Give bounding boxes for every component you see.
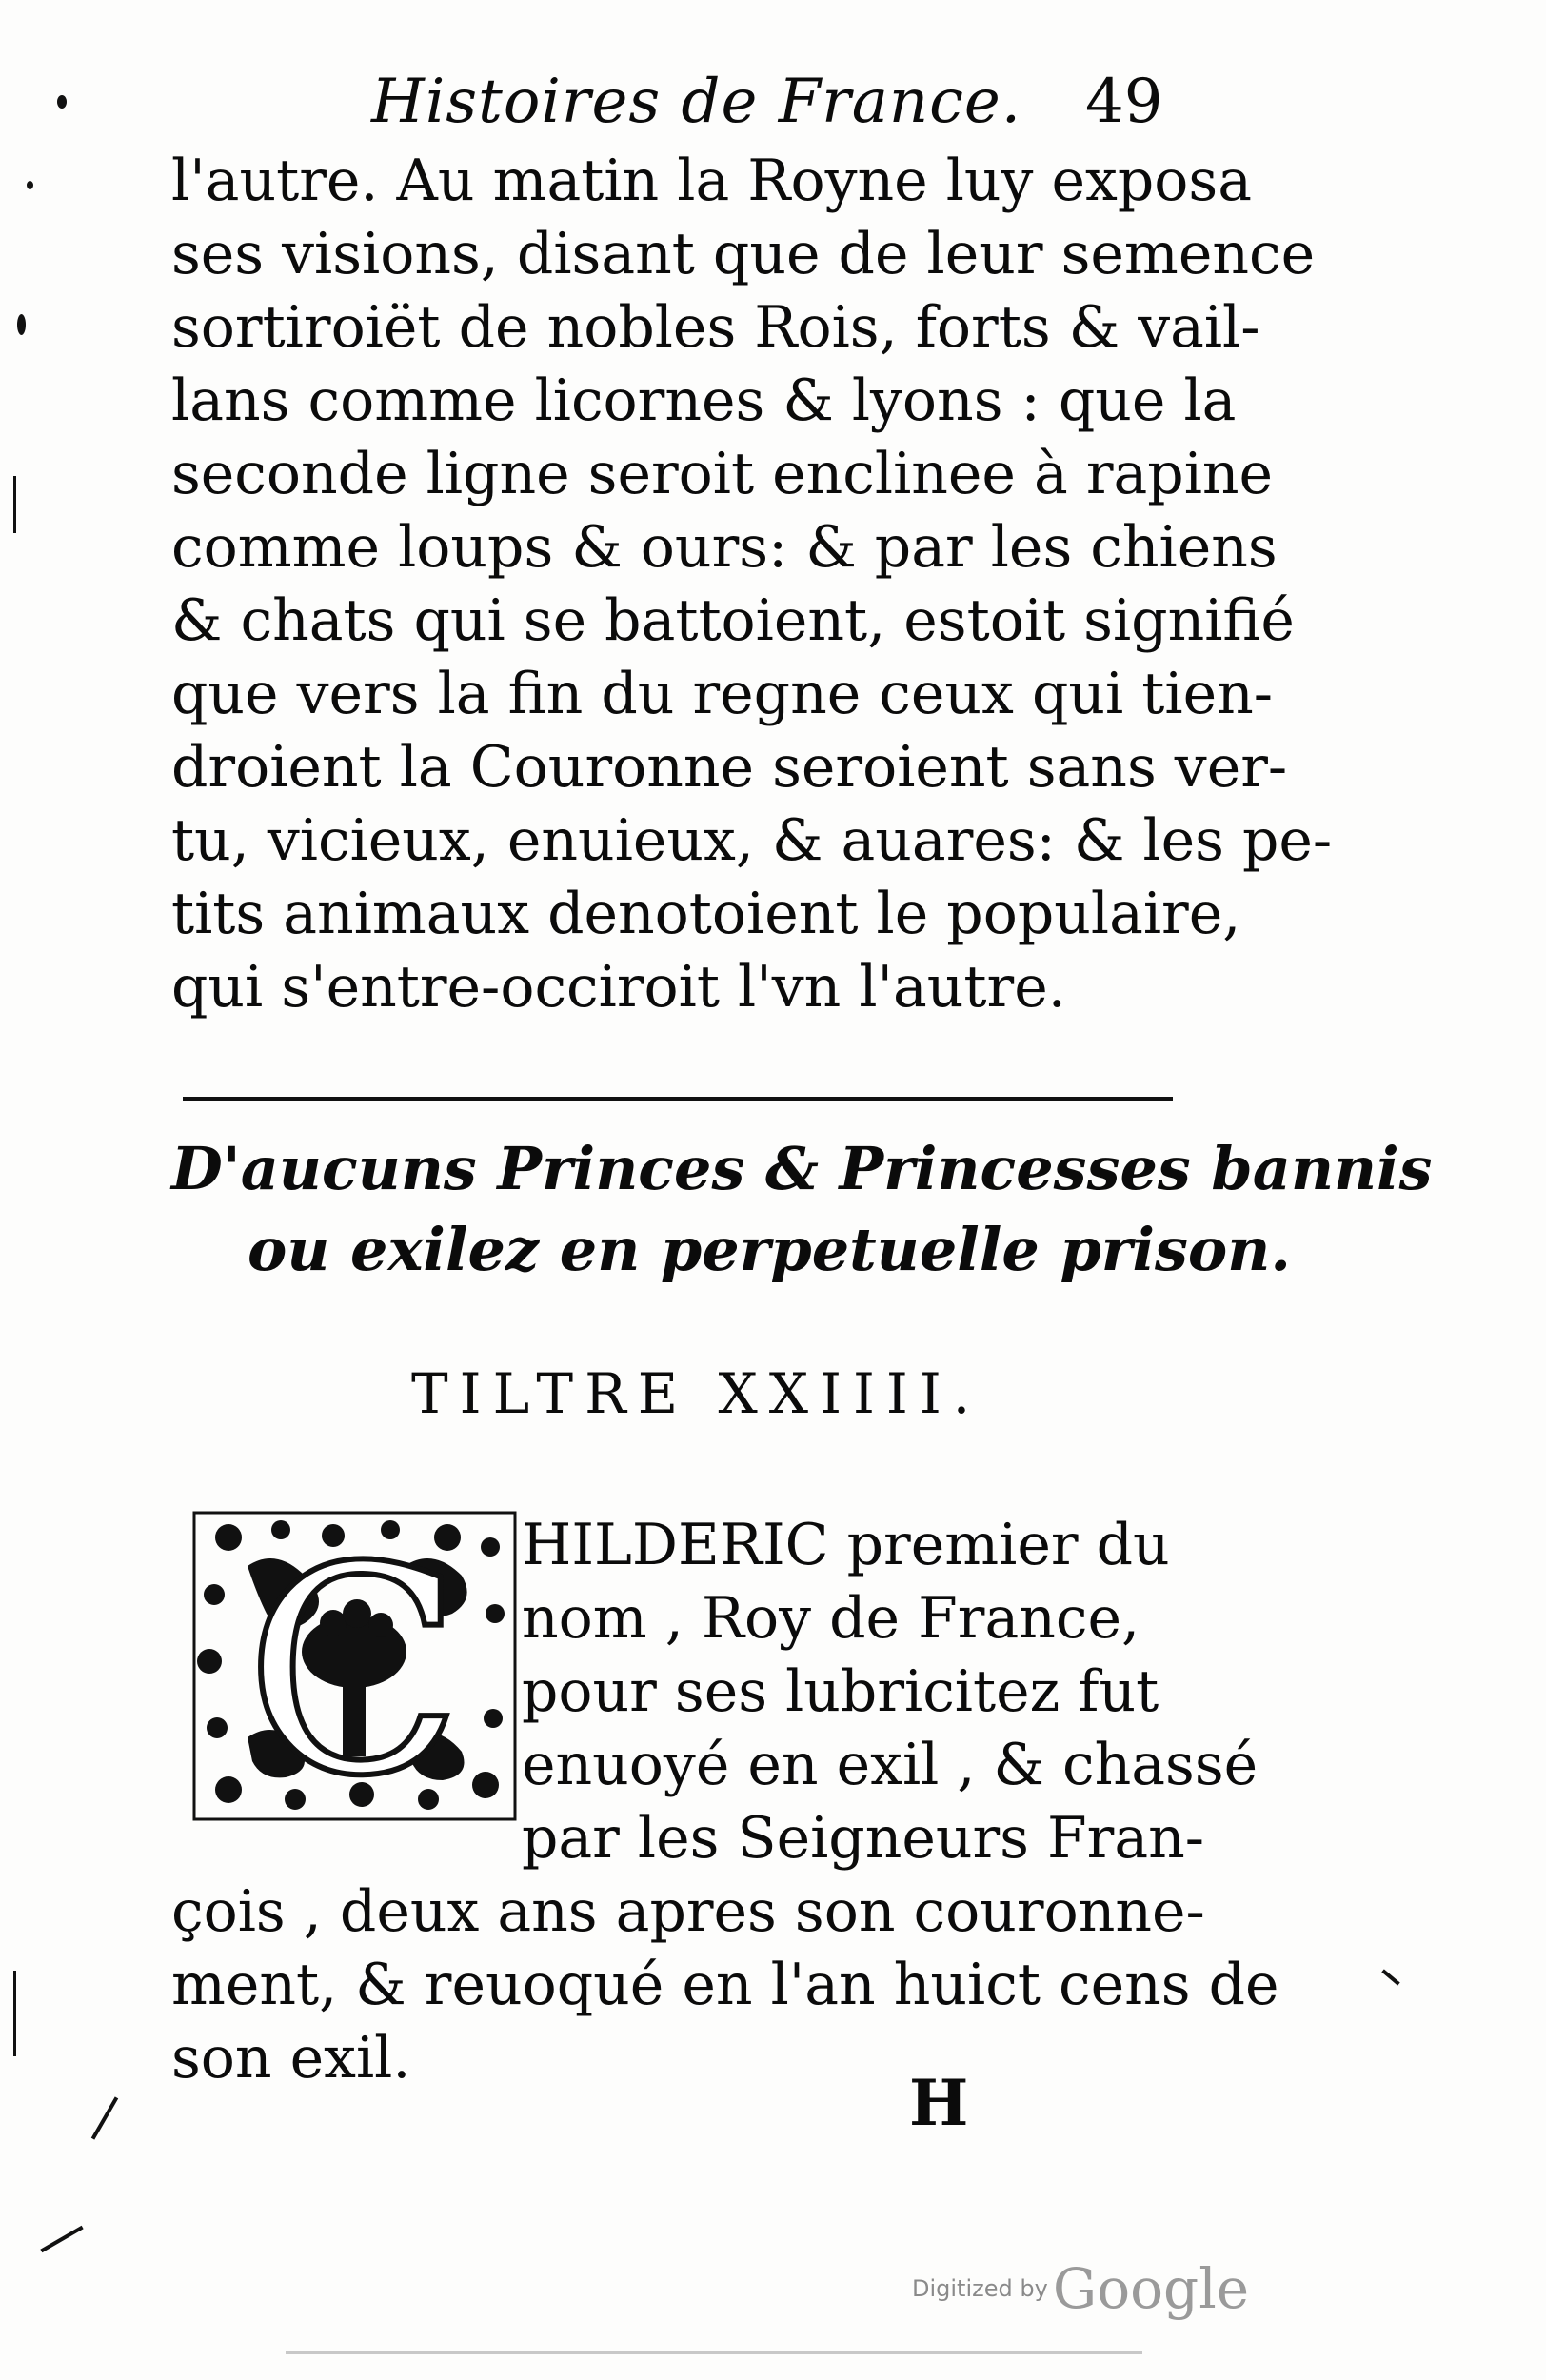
page-number: 49 bbox=[1085, 67, 1163, 137]
chapter-paragraph-indented bbox=[522, 1509, 1259, 1875]
section-divider-rule bbox=[183, 1097, 1173, 1101]
text-line: ses visions, disant que de leur semence bbox=[171, 221, 1316, 288]
text-line: & chats qui se battoient, estoit signifié bbox=[171, 587, 1295, 654]
text-line: nom , Roy de France, bbox=[522, 1585, 1140, 1652]
text-line: tu, vicieux, enuieux, & auares: & les pe- bbox=[171, 807, 1333, 874]
scan-mark bbox=[286, 2351, 1142, 2354]
digitized-watermark bbox=[912, 2256, 1249, 2321]
signature-mark: H bbox=[909, 2066, 969, 2140]
text-line: çois , deux ans apres son couronne- bbox=[171, 1878, 1205, 1945]
heading-line: ou exilez en perpetuelle prison. bbox=[248, 1215, 1291, 1284]
text-line: que vers la fin du regne ceux qui tien- bbox=[171, 661, 1273, 727]
text-line: son exil. bbox=[171, 2025, 411, 2092]
ornament-frame-icon bbox=[190, 1509, 519, 1823]
heading-line: D'aucuns Princes & Princesses bannis bbox=[171, 1134, 1433, 1203]
text-line: qui s'entre-occiroit l'vn l'autre. bbox=[171, 954, 1066, 1021]
text-line: l'autre. Au matin la Royne luy exposa bbox=[171, 148, 1252, 214]
chapter-paragraph-continued bbox=[171, 1875, 1279, 2095]
text-line: HILDERIC premier du bbox=[522, 1512, 1170, 1578]
scan-mark bbox=[40, 2226, 83, 2252]
text-line: seconde ligne seroit enclinee à rapine bbox=[171, 441, 1274, 507]
decorated-drop-initial bbox=[190, 1509, 519, 1823]
running-title: Histoires de France. bbox=[371, 67, 1022, 137]
text-line: enuoyé en exil , & chassé bbox=[522, 1732, 1259, 1798]
scan-mark bbox=[13, 1971, 16, 2056]
scan-mark bbox=[13, 476, 16, 533]
google-logo: Google bbox=[1052, 2256, 1250, 2321]
text-line: comme loups & ours: & par les chiens bbox=[171, 514, 1278, 581]
text-line: sortiroiët de nobles Rois, forts & vail- bbox=[171, 294, 1260, 361]
scan-speck bbox=[17, 314, 26, 335]
chapter-title: TILTRE XXIIII. bbox=[411, 1361, 982, 1426]
scan-mark bbox=[91, 2096, 118, 2139]
top-paragraph bbox=[171, 145, 1333, 1024]
text-line: pour ses lubricitez fut bbox=[522, 1658, 1160, 1725]
text-line: tits animaux denotoient le populaire, bbox=[171, 881, 1241, 947]
scan-mark bbox=[1381, 1969, 1399, 1985]
watermark-prefix: Digitized by bbox=[912, 2275, 1048, 2302]
text-line: droient la Couronne seroient sans ver- bbox=[171, 734, 1288, 801]
section-heading bbox=[171, 1128, 1433, 1290]
text-line: ment, & reuoqué en l'an huict cens de bbox=[171, 1952, 1279, 2018]
text-line: lans comme licornes & lyons : que la bbox=[171, 367, 1237, 434]
scan-speck bbox=[27, 181, 33, 189]
svg-text:C: C bbox=[245, 1509, 464, 1823]
scan-speck bbox=[57, 95, 67, 109]
text-line: par les Seigneurs Fran- bbox=[522, 1805, 1205, 1872]
